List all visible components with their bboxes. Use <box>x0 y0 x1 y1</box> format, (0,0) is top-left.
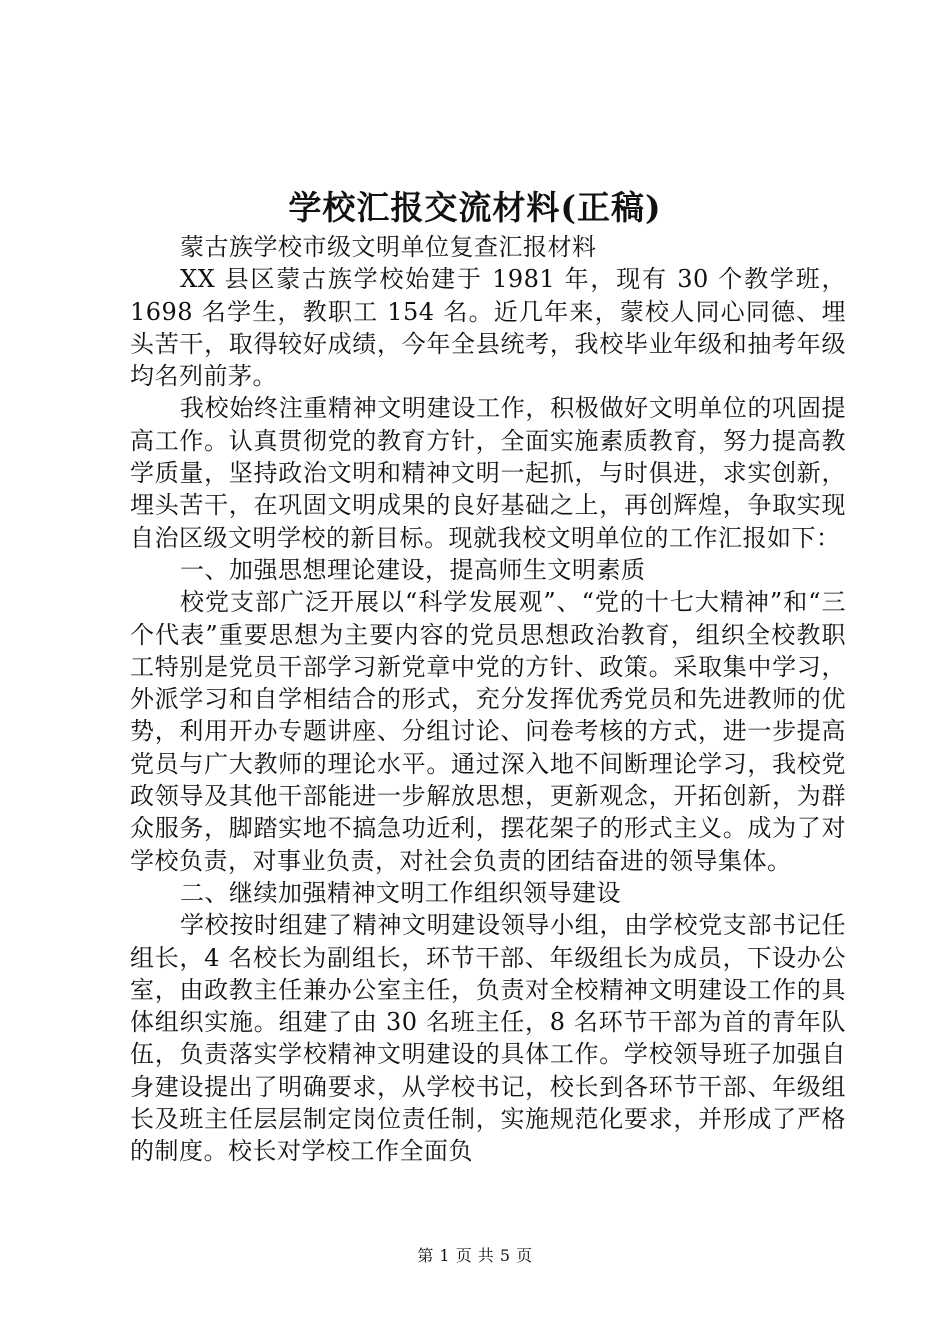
section-heading-1: 一、加强思想理论建设，提高师生文明素质 <box>180 555 646 584</box>
paragraph-subtitle: 蒙古族学校市级文明单位复查汇报材料 <box>180 233 597 261</box>
document-title: 学校汇报交流材料(正稿) <box>288 188 662 227</box>
paragraph-intro: XX 县区蒙古族学校始建于 1981 年，现有 30 个教学班，1698 名学生，教职工 154 名。近几年来，蒙校人同心同德、埋头苦干，取得较好成绩，今年全县统考，我校毕业年级和抽考年级均名列前茅。 <box>130 265 846 391</box>
document-body <box>130 231 846 1168</box>
paragraph-section-1: 校党支部广泛开展以“科学发展观”、“党的十七大精神”和“三个代表”重要思想为主要内容的党员思想政治教育，组织全校教职工特别是党员干部学习新党章中党的方针、政策。采取集中学习，外派学习和自学相结合的形式，充分发挥优秀党员和先进教师的优势，利用开办专题讲座、分组讨论、问卷考核的方式，进一步提高党员与广大教师的理论水平。通过深入地不间断理论学习，我校党政领导及其他干部能进一步解放思想，更新观念，开拓创新，为群众服务，脚踏实地不搞急功近利，摆花架子的形式主义。成为了对学校负责，对事业负责，对社会负责的团结奋进的领导集体。 <box>130 588 846 875</box>
section-heading-2: 二、继续加强精神文明工作组织领导建设 <box>180 878 621 907</box>
paragraph-overview: 我校始终注重精神文明建设工作，积极做好文明单位的巩固提高工作。认真贯彻党的教育方针，全面实施素质教育，努力提高教学质量，坚持政治文明和精神文明一起抓，与时俱进，求实创新，埋头苦干，在巩固文明成果的良好基础之上，再创辉煌，争取实现自治区级文明学校的新目标。现就我校文明单位的工作汇报如下： <box>130 394 846 552</box>
paragraph-section-2: 学校按时组建了精神文明建设领导小组，由学校党支部书记任组长，4 名校长为副组长，环节干部、年级组长为成员，下设办公室，由政教主任兼办公室主任，负责对全校精神文明建设工作的具体组织实施。组建了由 30 名班主任，8 名环节干部为首的青年队伍，负责落实学校精神文明建设的具体工作。学校领导班子加强自身建设提出了明确要求，从学校书记，校长到各环节干部、年级组长及班主任层层制定岗位责任制，实施规范化要求，并形成了严格的制度。校长对学校工作全面负 <box>130 911 846 1166</box>
page-footer: 第 1 页 共 5 页 <box>417 1246 533 1265</box>
